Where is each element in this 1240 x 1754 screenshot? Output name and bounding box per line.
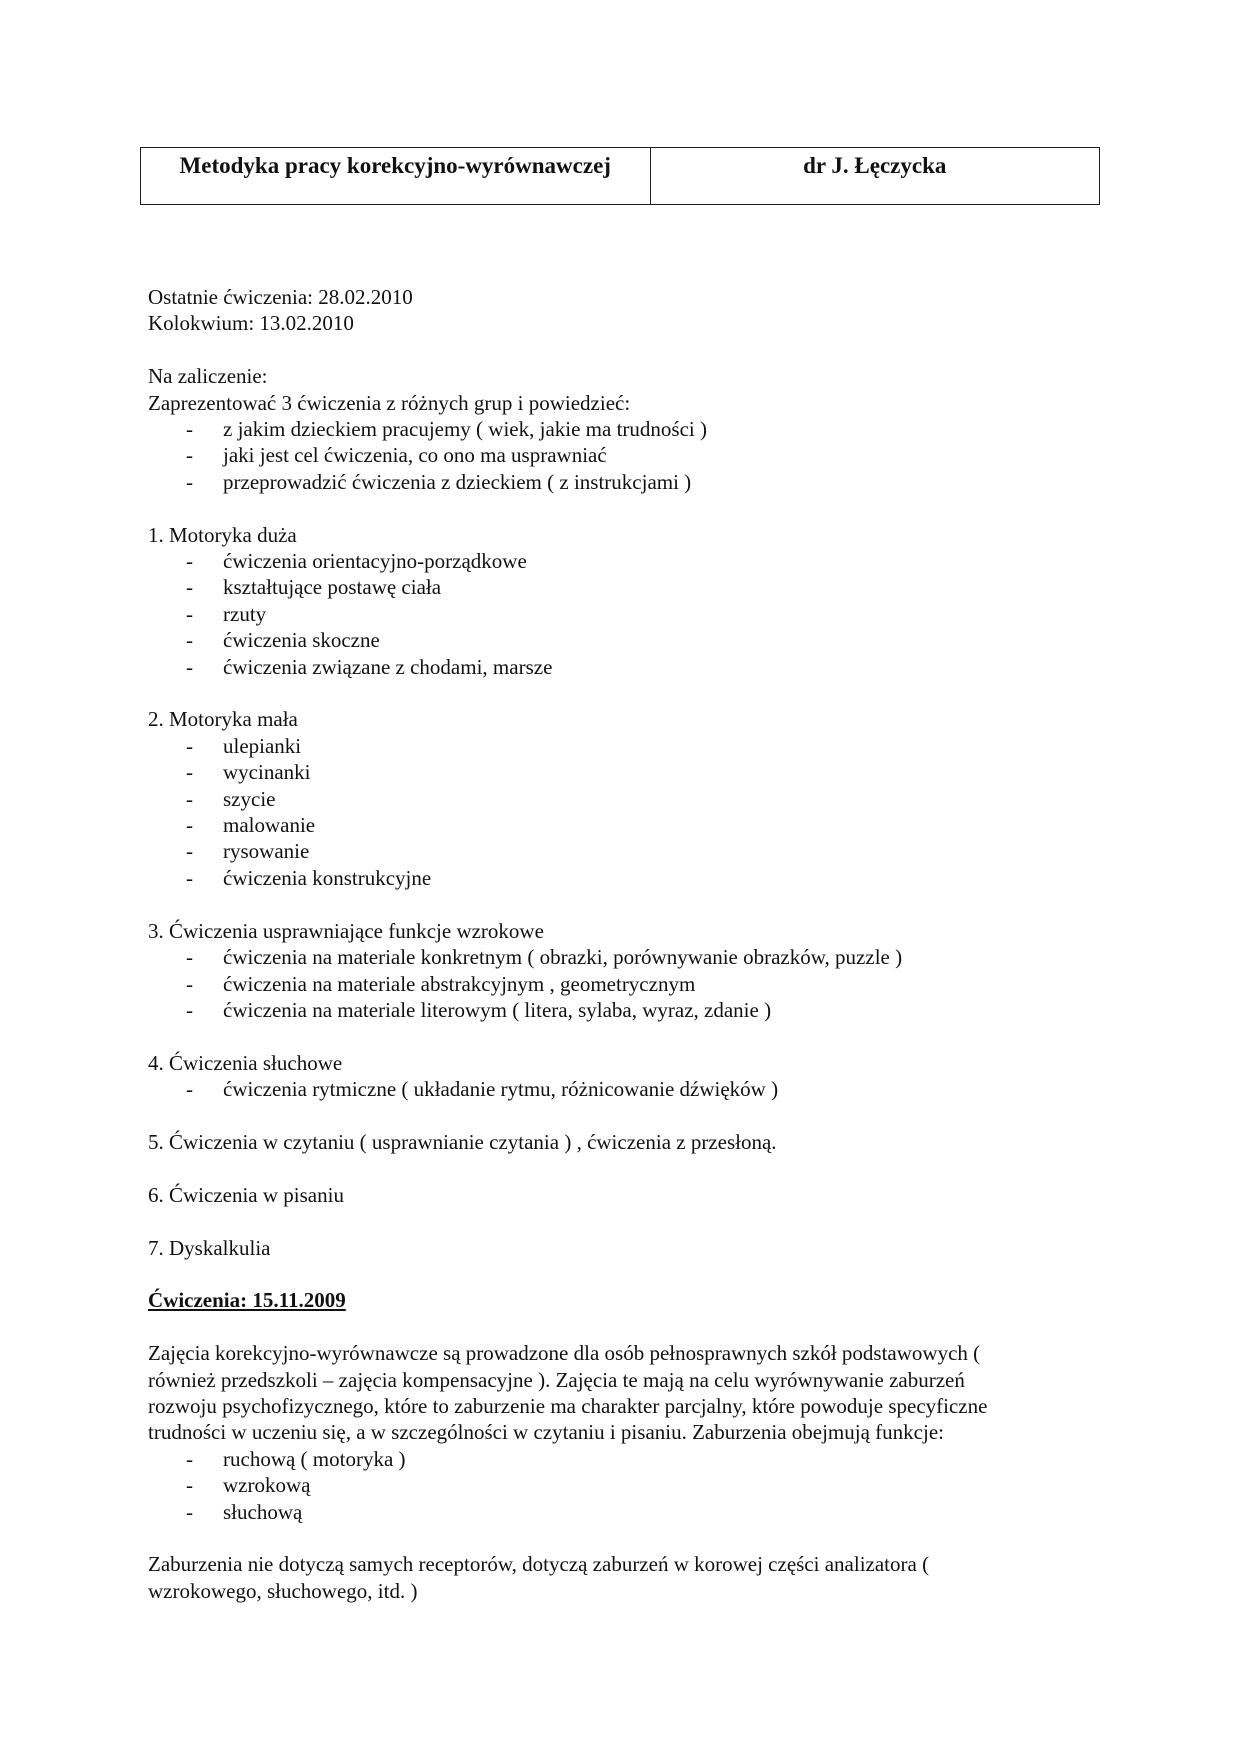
group-heading: 2. Motoryka mała: [148, 707, 298, 732]
list-item: - ćwiczenia związane z chodami, marsze: [148, 654, 1088, 680]
list-item: - malowanie: [148, 812, 1088, 838]
functions-list: [148, 1446, 1088, 1525]
lecturer-name: dr J. Łęczycka: [803, 153, 947, 178]
credit-list: [148, 416, 1088, 495]
paragraph-line: również przedszkoli – zajęcia kompensacyjne ). Zajęcia te mają na celu wyrównywanie zaburzeń: [148, 1367, 965, 1392]
list-item: - rzuty: [148, 601, 1088, 627]
list-item: - ćwiczenia orientacyjno-porządkowe: [148, 548, 1088, 574]
list-item: - przeprowadzić ćwiczenia z dzieckiem ( z instrukcjami ): [148, 469, 1088, 495]
list-item: - ulepianki: [148, 733, 1088, 759]
list-item: - ćwiczenia skoczne: [148, 627, 1088, 653]
group-heading: 3. Ćwiczenia usprawniające funkcje wzrokowe: [148, 918, 544, 943]
list-item: - rysowanie: [148, 838, 1088, 864]
document-body: [148, 284, 1088, 1604]
colloquium-date: Kolokwium: 13.02.2010: [148, 311, 354, 336]
list-item: - jaki jest cel ćwiczenia, co ono ma usprawniać: [148, 442, 1088, 468]
list-item: - ćwiczenia na materiale konkretnym ( obrazki, porównywanie obrazków, puzzle ): [148, 944, 1088, 970]
group-heading: 7. Dyskalkulia: [148, 1235, 271, 1260]
group-list: [148, 1076, 1088, 1102]
list-item: - z jakim dzieckiem pracujemy ( wiek, jakie ma trudności ): [148, 416, 1088, 442]
paragraph-line: trudności w uczeniu się, a w szczególności w czytaniu i pisaniu. Zaburzenia obejmują funkcje:: [148, 1420, 944, 1445]
list-item: - wzrokową: [148, 1472, 1088, 1498]
list-item: - ćwiczenia na materiale abstrakcyjnym , geometrycznym: [148, 971, 1088, 997]
paragraph-line: wzrokowego, słuchowego, itd. ): [148, 1578, 418, 1603]
paragraph-line: rozwoju psychofizycznego, które to zaburzenie ma charakter parcjalny, które powoduje specyficzne: [148, 1393, 988, 1418]
group-heading: 1. Motoryka duża: [148, 522, 297, 547]
paragraph-line: Zaburzenia nie dotyczą samych receptorów, dotyczą zaburzeń w korowej części analizatora (: [148, 1552, 930, 1577]
session-heading: Ćwiczenia: 15.11.2009: [148, 1288, 346, 1313]
list-item: - ćwiczenia rytmiczne ( układanie rytmu, różnicowanie dźwięków ): [148, 1076, 1088, 1102]
group-list: [148, 944, 1088, 1023]
last-exercises-date: Ostatnie ćwiczenia: 28.02.2010: [148, 285, 413, 309]
list-item: - słuchową: [148, 1499, 1088, 1525]
credit-label: Na zaliczenie:: [148, 364, 268, 389]
list-item: - szycie: [148, 786, 1088, 812]
closing-paragraph: [148, 1551, 1088, 1604]
list-item: - wycinanki: [148, 759, 1088, 785]
course-title: Metodyka pracy korekcyjno-wyrównawczej: [141, 148, 651, 204]
header-table: [140, 147, 1100, 205]
group-list: [148, 733, 1088, 891]
list-item: - ćwiczenia konstrukcyjne: [148, 865, 1088, 891]
session-paragraph: [148, 1340, 1088, 1446]
list-item: - ruchową ( motoryka ): [148, 1446, 1088, 1472]
paragraph-line: Zajęcia korekcyjno-wyrównawcze są prowadzone dla osób pełnosprawnych szkół podstawowych (: [148, 1341, 981, 1366]
group-heading: 4. Ćwiczenia słuchowe: [148, 1050, 343, 1075]
credit-instruction: Zaprezentować 3 ćwiczenia z różnych grup i powiedzieć:: [148, 390, 631, 415]
group-list: [148, 548, 1088, 680]
list-item: - ćwiczenia na materiale literowym ( litera, sylaba, wyraz, zdanie ): [148, 997, 1088, 1023]
group-heading: 5. Ćwiczenia w czytaniu ( usprawnianie czytania ) , ćwiczenia z przesłoną.: [148, 1129, 777, 1154]
list-item: - kształtujące postawę ciała: [148, 574, 1088, 600]
group-heading: 6. Ćwiczenia w pisaniu: [148, 1182, 344, 1207]
